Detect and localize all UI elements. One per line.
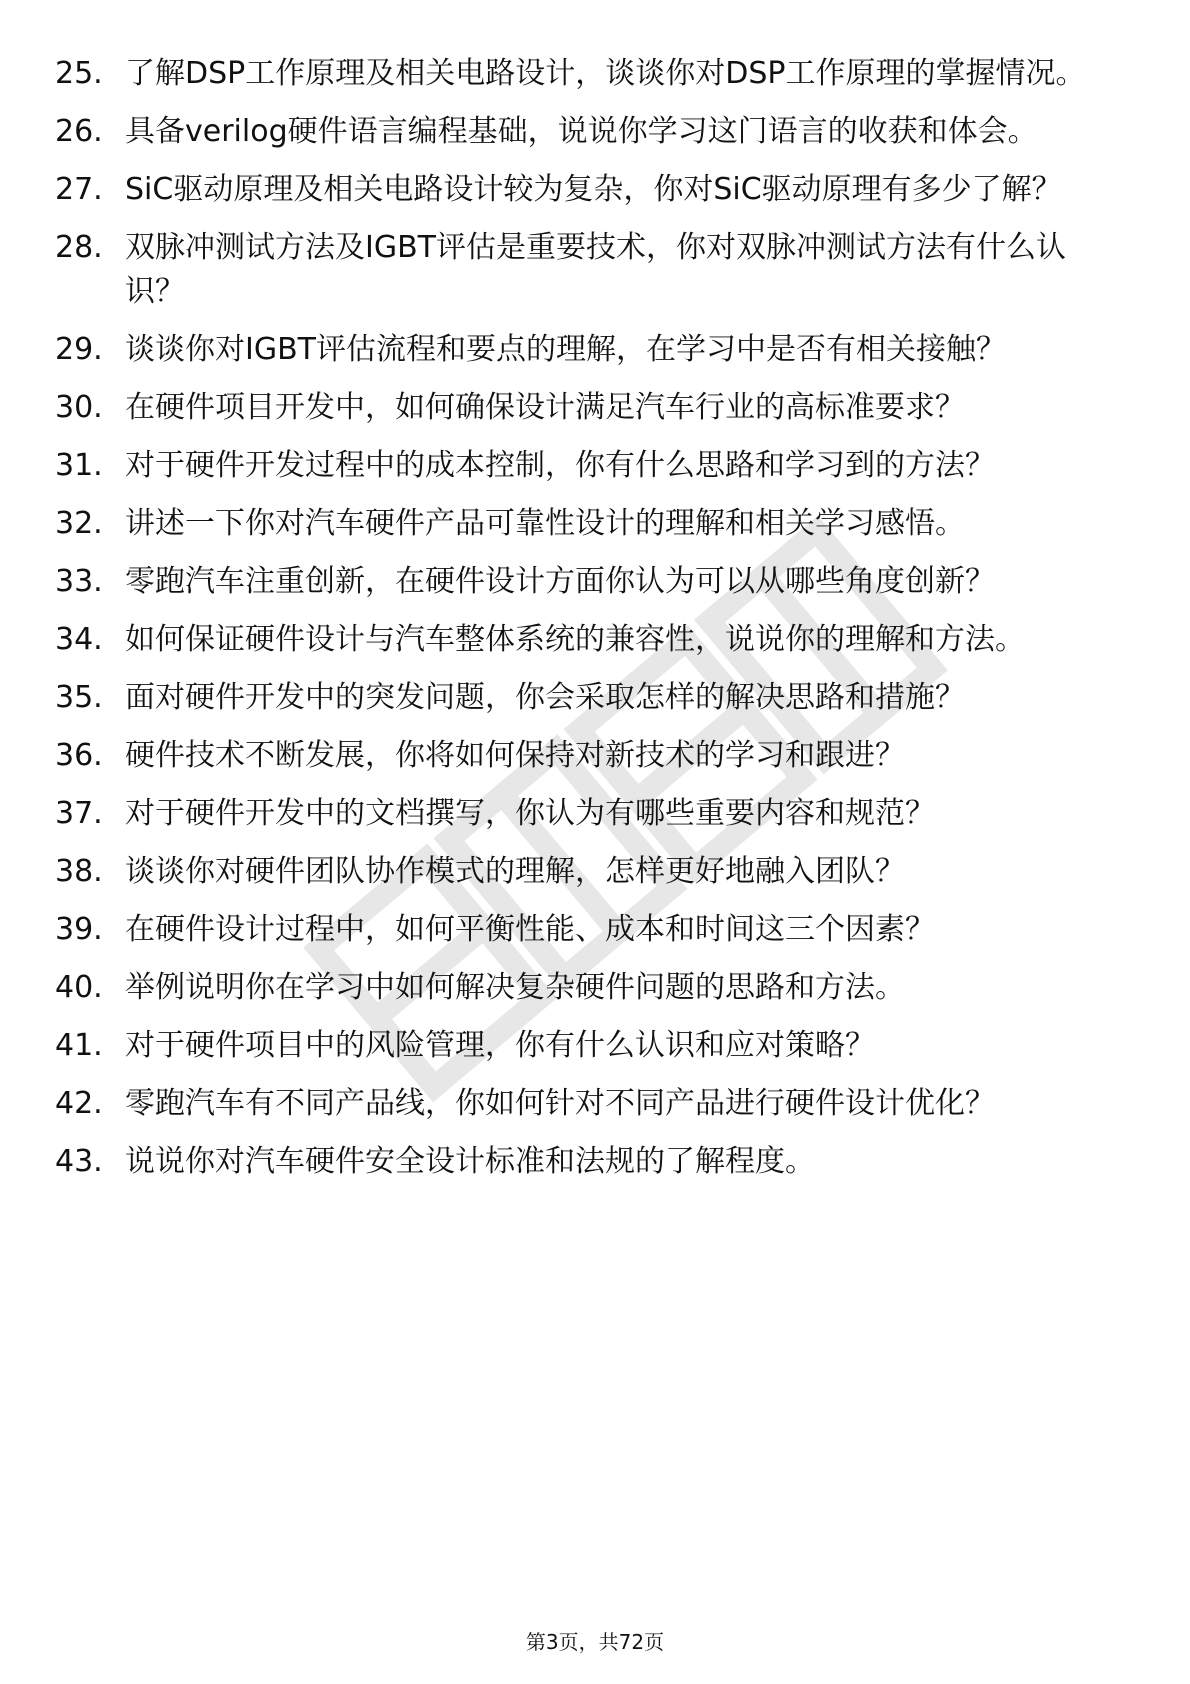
question-text: 对于硬件开发过程中的成本控制，你有什么思路和学习到的方法？ xyxy=(125,448,995,483)
question-text: 双脉冲测试方法及IGBT评估是重要技术，你对双脉冲测试方法有什么认识？ xyxy=(125,230,1067,309)
question-number: 42. xyxy=(55,1086,103,1121)
list-item xyxy=(55,168,1135,212)
question-number: 35. xyxy=(55,680,103,715)
question-number: 32. xyxy=(55,506,103,541)
page-footer xyxy=(0,1628,1190,1656)
question-number: 38. xyxy=(55,854,103,889)
question-text: 硬件技术不断发展，你将如何保持对新技术的学习和跟进？ xyxy=(125,738,905,773)
question-number: 25. xyxy=(55,56,103,91)
list-item xyxy=(55,966,1135,1010)
list-item xyxy=(55,444,1135,488)
question-number: 30. xyxy=(55,390,103,425)
question-text: 面对硬件开发中的突发问题，你会采取怎样的解决思路和措施？ xyxy=(125,680,965,715)
list-item xyxy=(55,502,1135,546)
list-item xyxy=(55,1082,1135,1126)
question-text: 在硬件设计过程中，如何平衡性能、成本和时间这三个因素？ xyxy=(125,912,935,947)
list-item xyxy=(55,328,1135,372)
question-text: 讲述一下你对汽车硬件产品可靠性设计的理解和相关学习感悟。 xyxy=(125,506,965,541)
question-number: 26. xyxy=(55,114,103,149)
question-text: 零跑汽车有不同产品线，你如何针对不同产品进行硬件设计优化？ xyxy=(125,1086,995,1121)
question-text: 说说你对汽车硬件安全设计标准和法规的了解程度。 xyxy=(125,1144,815,1179)
question-number: 31. xyxy=(55,448,103,483)
list-item xyxy=(55,1140,1135,1184)
list-item xyxy=(55,618,1135,662)
question-number: 29. xyxy=(55,332,103,367)
page-number: 第3页，共72页 xyxy=(525,1630,665,1654)
question-text: SiC驱动原理及相关电路设计较为复杂，你对SiC驱动原理有多少了解？ xyxy=(125,172,1062,207)
list-item xyxy=(55,560,1135,604)
list-item xyxy=(55,734,1135,778)
question-number: 41. xyxy=(55,1028,103,1063)
question-number: 34. xyxy=(55,622,103,657)
question-text: 了解DSP工作原理及相关电路设计，谈谈你对DSP工作原理的掌握情况。 xyxy=(125,56,1086,91)
question-text: 零跑汽车注重创新，在硬件设计方面你认为可以从哪些角度创新？ xyxy=(125,564,995,599)
question-text: 如何保证硬件设计与汽车整体系统的兼容性，说说你的理解和方法。 xyxy=(125,622,1025,657)
question-number: 33. xyxy=(55,564,103,599)
question-text: 具备verilog硬件语言编程基础，说说你学习这门语言的收获和体会。 xyxy=(125,114,1038,149)
list-item xyxy=(55,908,1135,952)
list-item xyxy=(55,226,1135,314)
question-text: 谈谈你对硬件团队协作模式的理解，怎样更好地融入团队？ xyxy=(125,854,905,889)
question-number: 39. xyxy=(55,912,103,947)
question-number: 37. xyxy=(55,796,103,831)
question-text: 在硬件项目开发中，如何确保设计满足汽车行业的高标准要求？ xyxy=(125,390,965,425)
list-item xyxy=(55,1024,1135,1068)
question-list xyxy=(55,52,1135,1198)
question-number: 40. xyxy=(55,970,103,1005)
list-item xyxy=(55,110,1135,154)
list-item xyxy=(55,52,1135,96)
question-text: 对于硬件开发中的文档撰写，你认为有哪些重要内容和规范？ xyxy=(125,796,935,831)
list-item xyxy=(55,792,1135,836)
question-number: 43. xyxy=(55,1144,103,1179)
question-text: 谈谈你对IGBT评估流程和要点的理解，在学习中是否有相关接触？ xyxy=(125,332,1007,367)
list-item xyxy=(55,386,1135,430)
question-number: 27. xyxy=(55,172,103,207)
list-item xyxy=(55,676,1135,720)
list-item xyxy=(55,850,1135,894)
question-text: 对于硬件项目中的风险管理，你有什么认识和应对策略？ xyxy=(125,1028,875,1063)
question-number: 36. xyxy=(55,738,103,773)
question-text: 举例说明你在学习中如何解决复杂硬件问题的思路和方法。 xyxy=(125,970,905,1005)
question-number: 28. xyxy=(55,230,103,265)
